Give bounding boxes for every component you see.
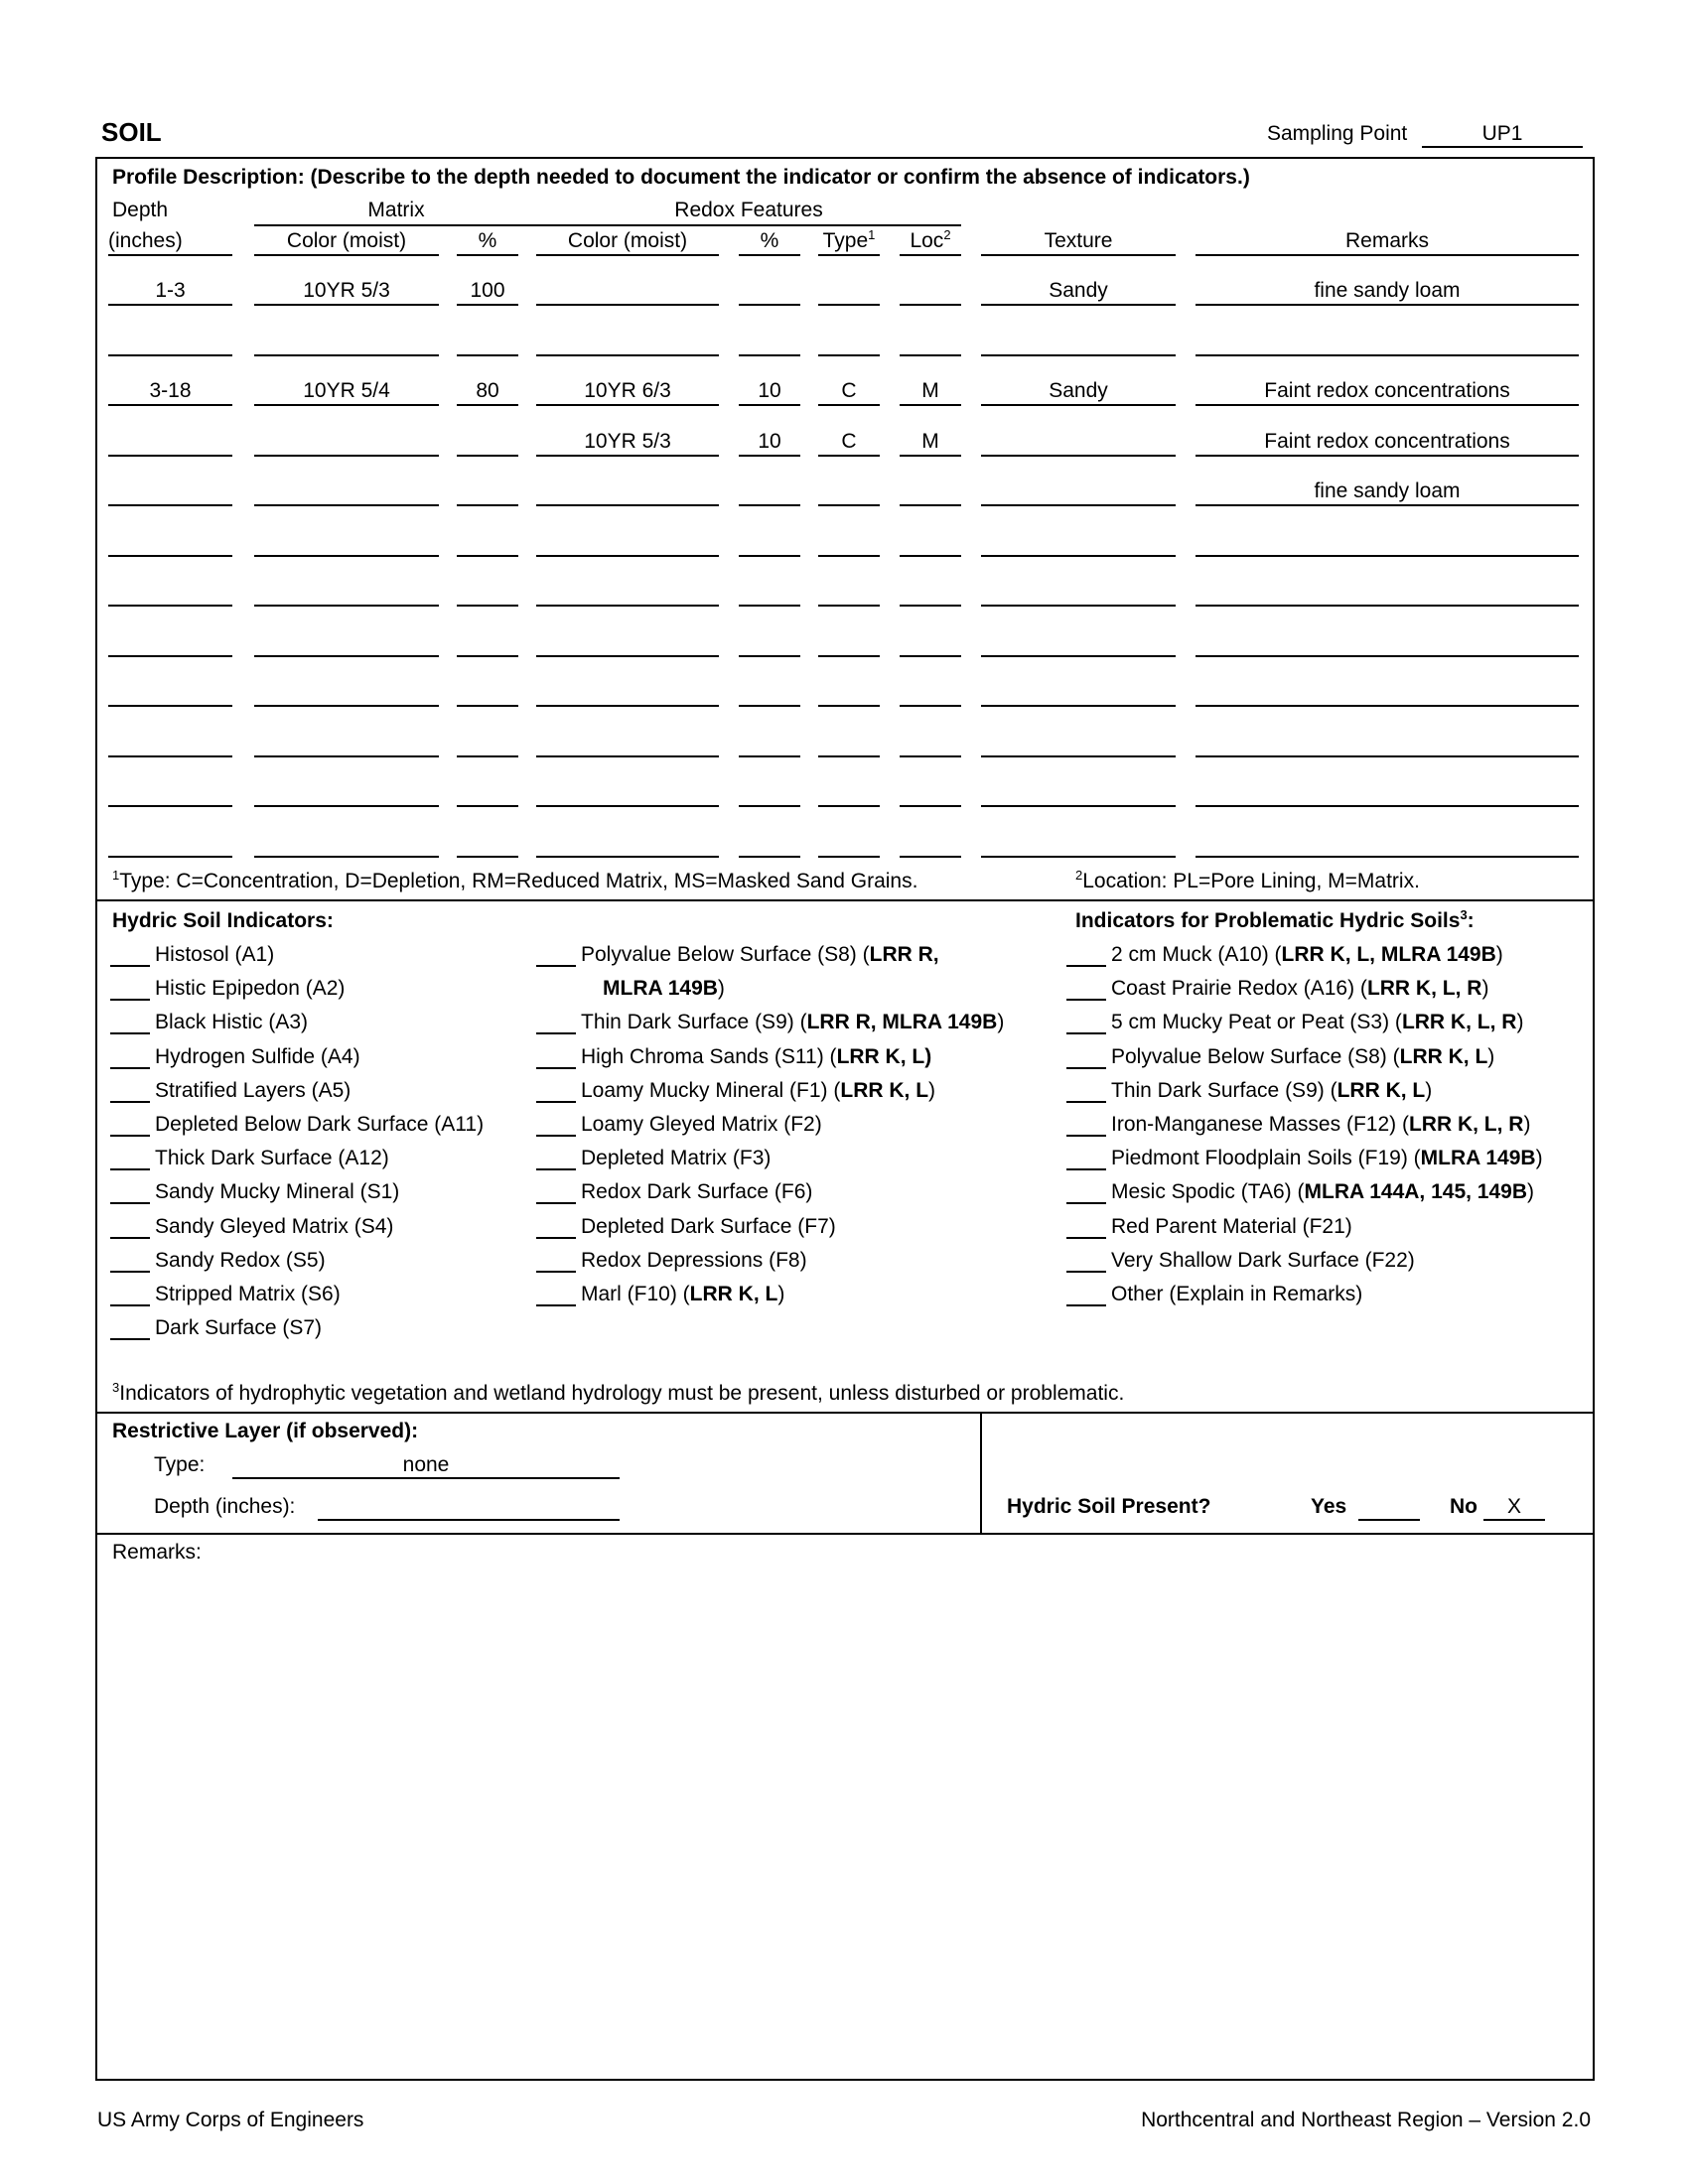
soil-form bbox=[95, 157, 1595, 2081]
profile-cell-redox-type[interactable] bbox=[818, 579, 880, 607]
indicator-checkbox-line[interactable] bbox=[536, 1101, 576, 1103]
profile-cell-redox-loc[interactable] bbox=[900, 730, 961, 757]
indicator-label: Piedmont Floodplain Soils (F19) (MLRA 149B) bbox=[1111, 1147, 1543, 1170]
indicators-footnote: $^3$Indicators of hydrophytic vegetation and wetland hydrology must be present, unless disturbed or problematic. bbox=[112, 1380, 1125, 1405]
profile-cell-matrix-percent[interactable] bbox=[457, 629, 518, 657]
indicator-checkbox-line[interactable] bbox=[1066, 965, 1106, 967]
indicator-label: High Chroma Sands (S11) (LRR K, L) bbox=[581, 1044, 932, 1068]
indicator-checkbox-line[interactable] bbox=[1066, 1135, 1106, 1137]
profile-cell-redox-loc[interactable] bbox=[900, 478, 961, 506]
profile-cell-redox-loc[interactable] bbox=[900, 329, 961, 356]
yes-field[interactable] bbox=[1358, 1495, 1420, 1521]
column-header-matrix-percent: % bbox=[457, 228, 518, 256]
type-footnote: $^1$Type: C=Concentration, D=Depletion, RM=Reduced Matrix, MS=Masked Sand Grains. bbox=[112, 868, 918, 892]
indicator-checkbox-line[interactable] bbox=[536, 1168, 576, 1170]
profile-cell-texture[interactable]: Sandy bbox=[981, 278, 1176, 306]
profile-cell-redox-percent[interactable] bbox=[739, 579, 800, 607]
profile-cell-depth[interactable] bbox=[108, 429, 232, 457]
indicator-checkbox-line[interactable] bbox=[1066, 1032, 1106, 1034]
indicator-checkbox-line[interactable] bbox=[1066, 1237, 1106, 1239]
column-header-redox-type: Type$^1$ bbox=[818, 228, 880, 256]
no-label: No bbox=[1450, 1495, 1477, 1518]
profile-cell-matrix-percent[interactable] bbox=[457, 579, 518, 607]
indicator-label: Polyvalue Below Surface (S8) (LRR R, bbox=[581, 943, 939, 966]
profile-cell-remarks[interactable] bbox=[1196, 579, 1579, 607]
profile-cell-redox-type[interactable]: C bbox=[818, 378, 880, 406]
profile-cell-remarks[interactable] bbox=[1196, 329, 1579, 356]
indicator-label: Redox Dark Surface (F6) bbox=[581, 1180, 813, 1204]
restrictive-type-label: Type: bbox=[154, 1453, 206, 1476]
indicator-checkbox-line[interactable] bbox=[536, 1271, 576, 1273]
profile-cell-redox-loc[interactable]: M bbox=[900, 429, 961, 457]
profile-cell-depth[interactable] bbox=[108, 329, 232, 356]
indicator-label: Dark Surface (S7) bbox=[155, 1316, 323, 1340]
column-header-redox-percent: % bbox=[739, 228, 800, 256]
profile-cell-matrix-color[interactable] bbox=[254, 429, 439, 457]
profile-cell-depth[interactable] bbox=[108, 779, 232, 807]
profile-cell-texture[interactable] bbox=[981, 629, 1176, 657]
profile-cell-matrix-percent[interactable] bbox=[457, 830, 518, 858]
profile-cell-texture[interactable] bbox=[981, 779, 1176, 807]
profile-cell-redox-percent[interactable] bbox=[739, 730, 800, 757]
column-header-depth: (inches) bbox=[108, 228, 232, 256]
profile-cell-texture[interactable] bbox=[981, 679, 1176, 707]
problematic-indicators-heading: Indicators for Problematic Hydric Soils$^3$: bbox=[1075, 907, 1475, 932]
profile-cell-redox-percent[interactable] bbox=[739, 278, 800, 306]
profile-cell-redox-type[interactable] bbox=[818, 730, 880, 757]
profile-cell-remarks[interactable]: Faint redox concentrations bbox=[1196, 429, 1579, 457]
restrictive-layer-heading: Restrictive Layer (if observed): bbox=[112, 1420, 419, 1442]
indicator-checkbox-line[interactable] bbox=[110, 1168, 150, 1170]
indicator-label: Sandy Mucky Mineral (S1) bbox=[155, 1180, 400, 1204]
indicator-label: Depleted Matrix (F3) bbox=[581, 1147, 772, 1170]
indicator-label: Loamy Gleyed Matrix (F2) bbox=[581, 1113, 822, 1136]
profile-cell-matrix-color[interactable] bbox=[254, 629, 439, 657]
column-header-matrix-color: Color (moist) bbox=[254, 228, 439, 256]
profile-cell-redox-percent[interactable] bbox=[739, 529, 800, 557]
indicator-label: Thick Dark Surface (A12) bbox=[155, 1147, 389, 1170]
indicator-checkbox-line[interactable] bbox=[110, 1135, 150, 1137]
profile-cell-redox-type[interactable] bbox=[818, 629, 880, 657]
page-title: SOIL bbox=[101, 117, 162, 147]
profile-cell-redox-color[interactable] bbox=[536, 478, 719, 506]
indicator-label: Thin Dark Surface (S9) (LRR R, MLRA 149B) bbox=[581, 1011, 1005, 1034]
footer-right: Northcentral and Northeast Region – Version 2.0 bbox=[1141, 2109, 1591, 2131]
indicator-label: 5 cm Mucky Peat or Peat (S3) (LRR K, L, R) bbox=[1111, 1011, 1524, 1034]
profile-cell-matrix-color[interactable] bbox=[254, 730, 439, 757]
profile-cell-matrix-color[interactable] bbox=[254, 329, 439, 356]
section-divider bbox=[97, 1533, 1593, 1535]
indicator-label: MLRA 149B) bbox=[603, 977, 725, 1001]
profile-cell-texture[interactable] bbox=[981, 830, 1176, 858]
profile-cell-remarks[interactable]: Faint redox concentrations bbox=[1196, 378, 1579, 406]
indicator-checkbox-line[interactable] bbox=[536, 1237, 576, 1239]
indicator-label: Very Shallow Dark Surface (F22) bbox=[1111, 1248, 1415, 1272]
restrictive-depth-label: Depth (inches): bbox=[154, 1495, 296, 1518]
profile-cell-redox-color[interactable] bbox=[536, 779, 719, 807]
indicator-label: Histosol (A1) bbox=[155, 943, 275, 966]
remarks-area[interactable] bbox=[107, 1569, 1577, 2055]
profile-cell-texture[interactable]: Sandy bbox=[981, 378, 1176, 406]
profile-cell-depth[interactable] bbox=[108, 830, 232, 858]
profile-cell-redox-type[interactable] bbox=[818, 679, 880, 707]
indicator-label: Red Parent Material (F21) bbox=[1111, 1214, 1352, 1238]
indicator-checkbox-line[interactable] bbox=[110, 1067, 150, 1069]
hydric-indicators-heading: Hydric Soil Indicators: bbox=[112, 909, 334, 932]
profile-cell-matrix-color[interactable] bbox=[254, 478, 439, 506]
profile-cell-remarks[interactable] bbox=[1196, 629, 1579, 657]
profile-cell-redox-type[interactable] bbox=[818, 529, 880, 557]
profile-heading: Profile Description: (Describe to the depth needed to document the indicator or confirm the absence of indicators.) bbox=[112, 166, 1250, 189]
profile-cell-matrix-color[interactable] bbox=[254, 579, 439, 607]
profile-cell-redox-type[interactable] bbox=[818, 779, 880, 807]
profile-cell-depth[interactable] bbox=[108, 529, 232, 557]
profile-cell-redox-type[interactable] bbox=[818, 478, 880, 506]
profile-cell-matrix-color[interactable] bbox=[254, 679, 439, 707]
indicator-checkbox-line[interactable] bbox=[110, 999, 150, 1001]
indicator-label: Polyvalue Below Surface (S8) (LRR K, L) bbox=[1111, 1044, 1495, 1068]
hydric-soil-present-label: Hydric Soil Present? bbox=[1007, 1495, 1211, 1518]
profile-cell-texture[interactable] bbox=[981, 579, 1176, 607]
profile-cell-texture[interactable] bbox=[981, 730, 1176, 757]
indicator-checkbox-line[interactable] bbox=[536, 1135, 576, 1137]
indicator-checkbox-line[interactable] bbox=[110, 1271, 150, 1273]
profile-cell-redox-color[interactable] bbox=[536, 579, 719, 607]
indicator-label: Other (Explain in Remarks) bbox=[1111, 1283, 1363, 1305]
indicator-label: Loamy Mucky Mineral (F1) (LRR K, L) bbox=[581, 1078, 936, 1102]
profile-cell-remarks[interactable]: fine sandy loam bbox=[1196, 478, 1579, 506]
profile-cell-depth[interactable] bbox=[108, 730, 232, 757]
profile-cell-redox-loc[interactable] bbox=[900, 830, 961, 858]
profile-cell-redox-loc[interactable] bbox=[900, 579, 961, 607]
indicator-label: Thin Dark Surface (S9) (LRR K, L) bbox=[1111, 1078, 1433, 1102]
indicator-checkbox-line[interactable] bbox=[1066, 1168, 1106, 1170]
profile-cell-redox-loc[interactable]: M bbox=[900, 378, 961, 406]
indicator-label: Hydrogen Sulfide (A4) bbox=[155, 1044, 360, 1068]
indicator-checkbox-line[interactable] bbox=[1066, 1101, 1106, 1103]
profile-cell-redox-percent[interactable] bbox=[739, 329, 800, 356]
indicator-checkbox-line[interactable] bbox=[110, 1304, 150, 1306]
profile-cell-redox-percent[interactable] bbox=[739, 830, 800, 858]
profile-cell-matrix-color[interactable]: 10YR 5/3 bbox=[254, 278, 439, 306]
indicator-label: Stripped Matrix (S6) bbox=[155, 1283, 341, 1305]
profile-cell-redox-color[interactable] bbox=[536, 278, 719, 306]
indicator-label: Iron-Manganese Masses (F12) (LRR K, L, R) bbox=[1111, 1113, 1531, 1136]
indicator-checkbox-line[interactable] bbox=[536, 965, 576, 967]
indicator-label: Redox Depressions (F8) bbox=[581, 1248, 807, 1272]
profile-cell-matrix-percent[interactable]: 100 bbox=[457, 278, 518, 306]
profile-cell-redox-color[interactable] bbox=[536, 830, 719, 858]
indicator-checkbox-line[interactable] bbox=[1066, 1067, 1106, 1069]
profile-cell-redox-percent[interactable] bbox=[739, 779, 800, 807]
profile-cell-matrix-percent[interactable] bbox=[457, 329, 518, 356]
profile-cell-texture[interactable] bbox=[981, 478, 1176, 506]
indicator-checkbox-line[interactable] bbox=[536, 1304, 576, 1306]
yes-label: Yes bbox=[1311, 1495, 1347, 1518]
indicator-label: Sandy Redox (S5) bbox=[155, 1248, 326, 1272]
profile-cell-redox-color[interactable] bbox=[536, 679, 719, 707]
profile-cell-texture[interactable] bbox=[981, 429, 1176, 457]
profile-cell-depth[interactable] bbox=[108, 679, 232, 707]
profile-cell-depth[interactable] bbox=[108, 579, 232, 607]
indicator-checkbox-line[interactable] bbox=[536, 1032, 576, 1034]
indicator-checkbox-line[interactable] bbox=[536, 1202, 576, 1204]
profile-cell-matrix-color[interactable] bbox=[254, 830, 439, 858]
indicator-label: Stratified Layers (A5) bbox=[155, 1078, 352, 1102]
profile-cell-redox-color[interactable]: 10YR 6/3 bbox=[536, 378, 719, 406]
indicator-checkbox-line[interactable] bbox=[110, 1237, 150, 1239]
indicator-label: Depleted Dark Surface (F7) bbox=[581, 1214, 836, 1238]
restrictive-divider bbox=[980, 1412, 982, 1533]
column-header-redox-color: Color (moist) bbox=[536, 228, 719, 256]
indicator-checkbox-line[interactable] bbox=[1066, 1271, 1106, 1273]
profile-cell-redox-loc[interactable] bbox=[900, 629, 961, 657]
indicator-label: Coast Prairie Redox (A16) (LRR K, L, R) bbox=[1111, 977, 1489, 1001]
indicator-label: 2 cm Muck (A10) (LRR K, L, MLRA 149B) bbox=[1111, 943, 1503, 966]
profile-cell-depth[interactable] bbox=[108, 478, 232, 506]
profile-cell-redox-color[interactable]: 10YR 5/3 bbox=[536, 429, 719, 457]
column-header-remarks: Remarks bbox=[1196, 228, 1579, 256]
profile-cell-remarks[interactable] bbox=[1196, 779, 1579, 807]
profile-cell-matrix-color[interactable] bbox=[254, 779, 439, 807]
indicator-checkbox-line[interactable] bbox=[1066, 1202, 1106, 1204]
profile-cell-matrix-percent[interactable] bbox=[457, 429, 518, 457]
profile-cell-remarks[interactable] bbox=[1196, 679, 1579, 707]
indicator-checkbox-line[interactable] bbox=[110, 1032, 150, 1034]
remarks-label: Remarks: bbox=[112, 1541, 202, 1564]
profile-cell-depth[interactable]: 1-3 bbox=[108, 278, 232, 306]
indicator-label: Histic Epipedon (A2) bbox=[155, 977, 346, 1001]
sampling-point-label: Sampling Point bbox=[1267, 122, 1408, 145]
indicator-checkbox-line[interactable] bbox=[110, 1101, 150, 1103]
profile-cell-texture[interactable] bbox=[981, 529, 1176, 557]
profile-cell-remarks[interactable] bbox=[1196, 529, 1579, 557]
profile-cell-remarks[interactable]: fine sandy loam bbox=[1196, 278, 1579, 306]
profile-cell-redox-color[interactable] bbox=[536, 329, 719, 356]
profile-cell-matrix-color[interactable]: 10YR 5/4 bbox=[254, 378, 439, 406]
profile-cell-remarks[interactable] bbox=[1196, 730, 1579, 757]
indicator-checkbox-line[interactable] bbox=[110, 1202, 150, 1204]
profile-cell-redox-color[interactable] bbox=[536, 529, 719, 557]
profile-cell-matrix-percent[interactable]: 80 bbox=[457, 378, 518, 406]
matrix-group-label: Matrix bbox=[254, 199, 538, 226]
profile-cell-matrix-percent[interactable] bbox=[457, 478, 518, 506]
profile-cell-redox-type[interactable] bbox=[818, 830, 880, 858]
section-divider bbox=[97, 899, 1593, 901]
indicator-checkbox-line[interactable] bbox=[110, 965, 150, 967]
profile-cell-redox-type[interactable] bbox=[818, 278, 880, 306]
profile-cell-redox-percent[interactable] bbox=[739, 478, 800, 506]
restrictive-type-field[interactable]: none bbox=[232, 1453, 620, 1479]
profile-cell-matrix-color[interactable] bbox=[254, 529, 439, 557]
indicator-checkbox-line[interactable] bbox=[110, 1338, 150, 1340]
profile-cell-redox-percent[interactable] bbox=[739, 629, 800, 657]
profile-cell-matrix-percent[interactable] bbox=[457, 679, 518, 707]
indicator-checkbox-line[interactable] bbox=[1066, 999, 1106, 1001]
section-divider bbox=[97, 1412, 1593, 1414]
sampling-point-field[interactable]: UP1 bbox=[1422, 122, 1583, 148]
profile-cell-redox-type[interactable] bbox=[818, 329, 880, 356]
indicator-label: Marl (F10) (LRR K, L) bbox=[581, 1283, 785, 1305]
restrictive-depth-field[interactable] bbox=[318, 1495, 620, 1521]
indicator-label: Mesic Spodic (TA6) (MLRA 144A, 145, 149B) bbox=[1111, 1180, 1534, 1204]
indicator-label: Sandy Gleyed Matrix (S4) bbox=[155, 1214, 394, 1238]
profile-cell-matrix-percent[interactable] bbox=[457, 730, 518, 757]
profile-cell-redox-loc[interactable] bbox=[900, 529, 961, 557]
profile-cell-matrix-percent[interactable] bbox=[457, 779, 518, 807]
profile-cell-redox-type[interactable]: C bbox=[818, 429, 880, 457]
profile-cell-texture[interactable] bbox=[981, 329, 1176, 356]
depth-group-label: Depth bbox=[112, 199, 169, 221]
profile-cell-redox-percent[interactable]: 10 bbox=[739, 378, 800, 406]
indicator-checkbox-line[interactable] bbox=[536, 1067, 576, 1069]
indicator-label: Black Histic (A3) bbox=[155, 1011, 309, 1034]
column-header-texture: Texture bbox=[981, 228, 1176, 256]
profile-cell-matrix-percent[interactable] bbox=[457, 529, 518, 557]
profile-cell-depth[interactable]: 3-18 bbox=[108, 378, 232, 406]
profile-cell-depth[interactable] bbox=[108, 629, 232, 657]
no-field[interactable]: X bbox=[1483, 1495, 1545, 1521]
location-footnote: $^2$Location: PL=Pore Lining, M=Matrix. bbox=[1075, 868, 1420, 892]
profile-cell-redox-percent[interactable] bbox=[739, 679, 800, 707]
footer-left: US Army Corps of Engineers bbox=[97, 2109, 364, 2131]
profile-cell-redox-loc[interactable] bbox=[900, 779, 961, 807]
indicator-checkbox-line[interactable] bbox=[1066, 1304, 1106, 1306]
profile-cell-redox-color[interactable] bbox=[536, 629, 719, 657]
profile-cell-redox-loc[interactable] bbox=[900, 278, 961, 306]
profile-cell-remarks[interactable] bbox=[1196, 830, 1579, 858]
redox-group-label: Redox Features bbox=[536, 199, 961, 226]
profile-cell-redox-color[interactable] bbox=[536, 730, 719, 757]
indicator-label: Depleted Below Dark Surface (A11) bbox=[155, 1113, 485, 1136]
profile-cell-redox-loc[interactable] bbox=[900, 679, 961, 707]
profile-cell-redox-percent[interactable]: 10 bbox=[739, 429, 800, 457]
column-header-redox-loc: Loc$^2$ bbox=[900, 228, 961, 256]
